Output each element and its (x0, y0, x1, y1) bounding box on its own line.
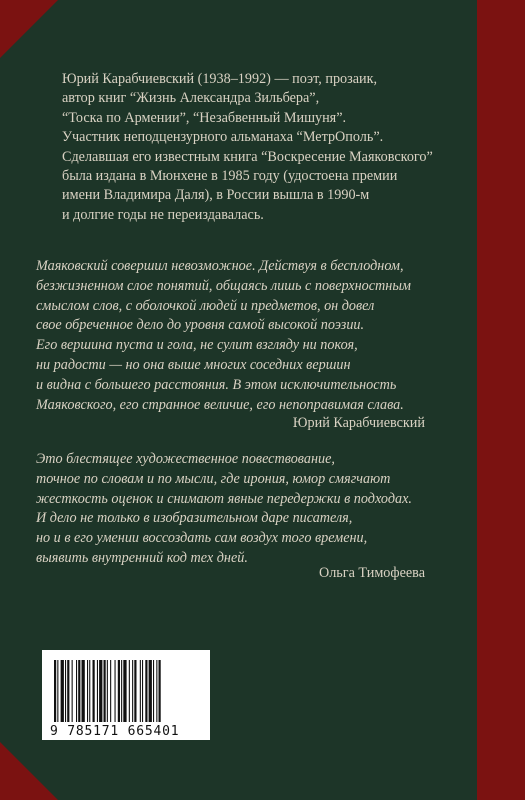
quote-line: ни радости — но она выше многих соседних вершин (36, 356, 351, 373)
barcode-bar (149, 660, 152, 722)
bio-line: имени Владимира Даля), в России вышла в 1990-м (62, 187, 370, 204)
quote-line: и видна с большего расстояния. В этом исключительность (36, 376, 397, 393)
barcode-bar (93, 660, 95, 722)
red-corner-top (0, 0, 58, 58)
barcode-bar (156, 660, 157, 722)
barcode-bar (65, 660, 66, 722)
quote-line: выявить внутренний код тех дней. (36, 549, 248, 566)
quote-line: И дело не только в изобразительном даре писателя, (36, 510, 353, 527)
red-corner-bottom (0, 742, 58, 800)
bio-line: “Тоска по Армении”, “Незабвенный Мишуня”. (62, 109, 347, 126)
barcode-bar (121, 660, 122, 722)
author-bio (62, 70, 462, 225)
barcode-bar (87, 660, 88, 722)
barcode-bar (153, 660, 154, 722)
quote-block-2 (36, 450, 436, 569)
barcode-bar (76, 660, 77, 722)
barcode-bar (89, 660, 90, 722)
barcode-bar (123, 660, 126, 722)
quote-line: жесткость оценок и снимают явные передержки в подходах. (36, 490, 412, 507)
barcode-bar (61, 660, 64, 722)
barcode-bar (54, 660, 56, 722)
barcode (42, 650, 210, 740)
barcode-bar (110, 660, 111, 722)
barcode-bars (52, 660, 200, 722)
barcode-bar (78, 660, 80, 722)
quote-line: смыслом слов, с оболочкой людей и предметов, он довел (36, 297, 375, 314)
quote-line: Это блестящее художественное повествование, (36, 451, 335, 467)
quote-line: но и в его умении воссоздать сам воздух того времени, (36, 530, 368, 547)
quote-line: Маяковского, его странное величие, его непоправимая слава. (36, 396, 404, 413)
barcode-bar (140, 660, 141, 722)
barcode-bar (134, 660, 136, 722)
bio-line: автор книг “Жизнь Александра Зильбера”, (62, 90, 320, 107)
barcode-bar (107, 660, 108, 722)
barcode-bar (132, 660, 133, 722)
bio-line: Участник неподцензурного альманаха “МетрОполь”. (62, 129, 384, 146)
bio-line: Сделавшая его известным книга “Воскресение Маяковского” (62, 148, 433, 165)
quote-line: свое обреченное дело до уровня самой высокой поэзии. (36, 317, 365, 334)
quote-block-1 (36, 257, 436, 415)
quote-line: безжизненном слое понятий, общаясь лишь с поверхностным (36, 277, 411, 294)
bio-line: Юрий Карабчиевский (1938–1992) — поэт, прозаик, (62, 71, 378, 87)
quote-2-author: Ольга Тимофеева (318, 565, 425, 581)
barcode-bar (97, 660, 98, 722)
barcode-bar (57, 660, 58, 722)
barcode-bar (67, 660, 69, 722)
bio-line: и долгие годы не переиздавалась. (62, 206, 264, 223)
barcode-bar (115, 660, 116, 722)
barcode-bar (118, 660, 120, 722)
barcode-bar (82, 660, 85, 722)
barcode-bar (145, 660, 147, 722)
barcode-bar (142, 660, 143, 722)
bio-line: была издана в Мюнхене в 1985 году (удостоена премии (62, 168, 398, 185)
barcode-bar (159, 660, 161, 722)
quote-1-author: Юрий Карабчиевский (292, 415, 425, 431)
quote-line: точное по словам и по мысли, где ирония, юмор смягчают (36, 470, 391, 487)
red-spine-strip (477, 0, 525, 800)
barcode-bar (72, 660, 73, 722)
barcode-bar (99, 660, 102, 722)
quote-line: Маяковский совершил невозможное. Действуя в бесплодном, (36, 258, 404, 274)
barcode-bar (104, 660, 106, 722)
isbn-number: 9 785171 665401 (50, 724, 180, 739)
quote-line: Его вершина пуста и гола, не сулит взгляду ни покоя, (36, 337, 358, 354)
barcode-bar (129, 660, 130, 722)
